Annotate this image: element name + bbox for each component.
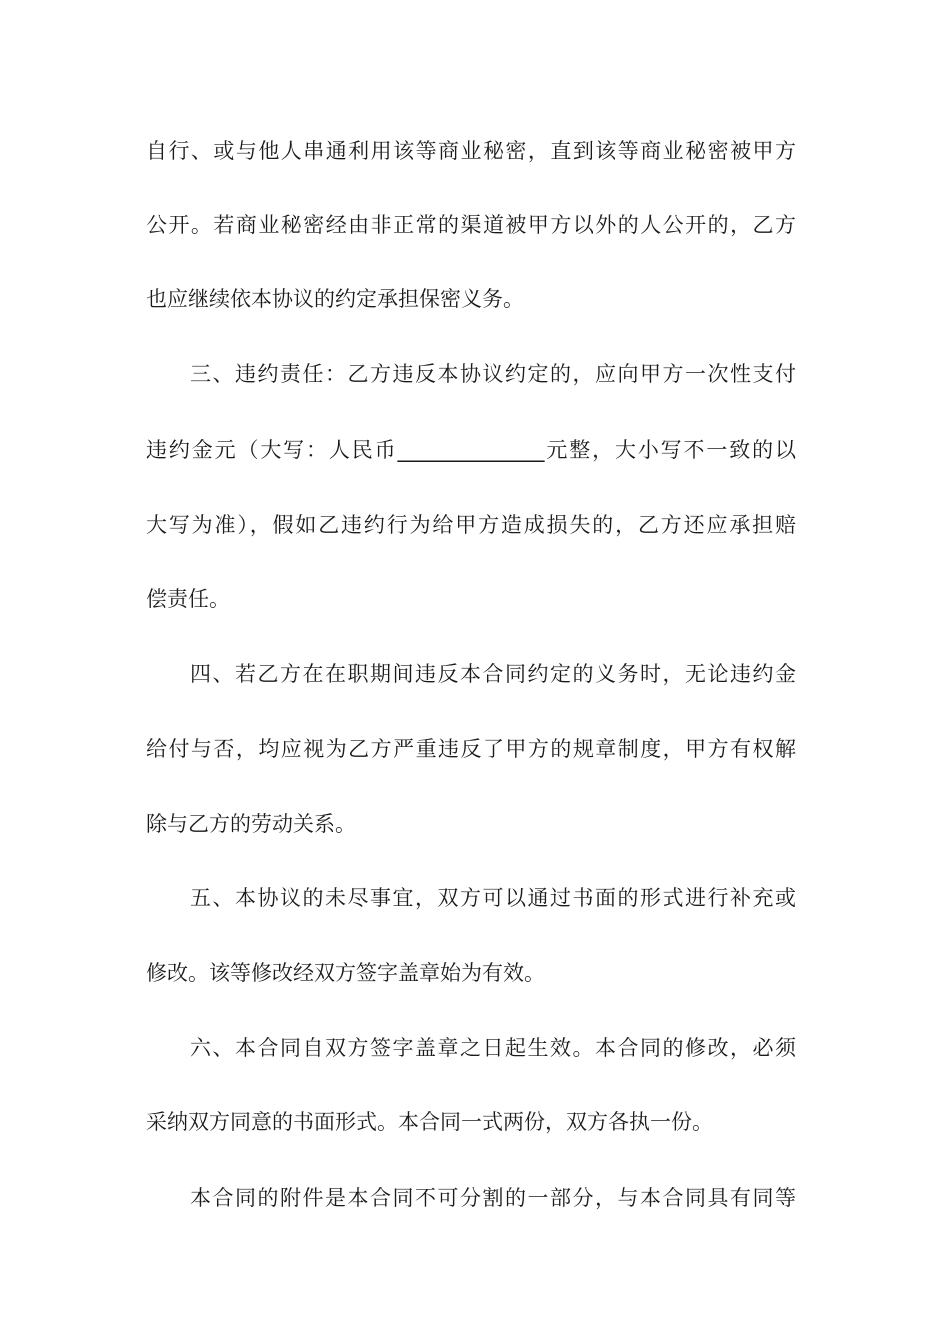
- paragraph-line: 修改。该等修改经双方签字盖章始为有效。: [146, 961, 545, 985]
- paragraph-line: 给付与否，均应视为乙方严重违反了甲方的规章制度，甲方有权解: [146, 737, 796, 761]
- clause-five-line: 五、本协议的未尽事宜，双方可以通过书面的形式进行补充或: [190, 886, 796, 910]
- paragraph-line: 除与乙方的劳动关系。: [146, 812, 356, 836]
- clause-three-line: 三、违约责任：乙方违反本协议约定的，应向甲方一次性支付: [190, 362, 796, 386]
- paragraph-line: 大写为准），假如乙违约行为给甲方造成损失的，乙方还应承担赔: [146, 513, 796, 537]
- clause-four-line: 四、若乙方在在职期间违反本合同约定的义务时，无论违约金: [190, 662, 796, 686]
- clause-six-line: 六、本合同自双方签字盖章之日起生效。本合同的修改，必须: [190, 1036, 796, 1060]
- appendix-clause-line: 本合同的附件是本合同不可分割的一部分，与本合同具有同等: [190, 1186, 796, 1210]
- paragraph-line: 偿责任。: [146, 587, 230, 611]
- paragraph-line: 公开。若商业秘密经由非正常的渠道被甲方以外的人公开的，乙方: [146, 213, 796, 237]
- paragraph-line: 自行、或与他人串通利用该等商业秘密，直到该等商业秘密被甲方: [146, 139, 796, 163]
- paragraph-line: 也应继续依本协议的约定承担保密义务。: [146, 287, 524, 311]
- paragraph-line: 违约金元（大写：人民币______________元整，大小写不一致的以: [146, 438, 796, 462]
- paragraph-line: 采纳双方同意的书面形式。本合同一式两份，双方各执一份。: [146, 1110, 713, 1134]
